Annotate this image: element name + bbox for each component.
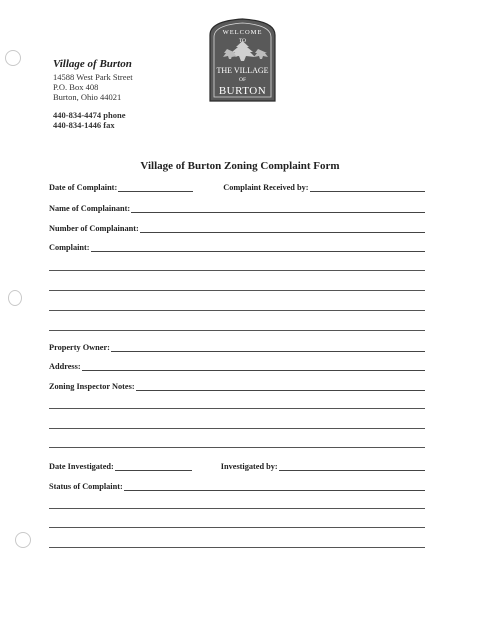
number-of-complainant-label: Number of Complainant: xyxy=(49,224,139,233)
complaint-label: Complaint: xyxy=(49,243,90,252)
complaint-blank-line[interactable] xyxy=(49,310,425,311)
number-of-complainant-row xyxy=(49,221,425,233)
status-of-complaint-field[interactable] xyxy=(124,489,425,491)
complaint-field[interactable] xyxy=(91,250,425,252)
date-of-complaint-field[interactable] xyxy=(118,190,193,192)
logo-the-village-text: THE VILLAGE xyxy=(216,66,269,75)
complaint-received-by-label: Complaint Received by: xyxy=(223,183,309,192)
status-of-complaint-row xyxy=(49,479,425,491)
logo-welcome-text: WELCOME xyxy=(222,29,263,36)
notes-blank-line[interactable] xyxy=(49,428,425,429)
date-of-complaint-label: Date of Complaint: xyxy=(49,183,118,192)
zoning-inspector-notes-field[interactable] xyxy=(136,389,425,391)
zoning-inspector-notes-label: Zoning Inspector Notes: xyxy=(49,382,135,391)
date-received-row xyxy=(49,180,425,192)
punch-hole-bottom xyxy=(15,532,31,548)
address-field[interactable] xyxy=(82,369,425,371)
investigated-by-label: Investigated by: xyxy=(220,462,278,471)
name-of-complainant-field[interactable] xyxy=(131,211,425,213)
logo-to-text: TO xyxy=(238,38,247,44)
logo-burton-text: BURTON xyxy=(218,85,267,97)
complaint-received-by-field[interactable] xyxy=(310,190,426,192)
address-row xyxy=(49,359,425,371)
address-line-1: 14588 West Park Street xyxy=(53,72,133,82)
complaint-blank-line[interactable] xyxy=(49,290,425,291)
org-name: Village of Burton xyxy=(53,58,132,70)
notes-blank-line[interactable] xyxy=(49,447,425,448)
status-of-complaint-label: Status of Complaint: xyxy=(49,482,123,491)
fax-number: 440-834-1446 fax xyxy=(53,120,115,130)
zoning-inspector-notes-row xyxy=(49,379,425,391)
address-line-2: P.O. Box 408 xyxy=(53,82,99,92)
investigated-by-field[interactable] xyxy=(279,469,425,471)
logo-of-text: OF xyxy=(238,77,247,83)
village-sign-logo xyxy=(205,17,280,105)
punch-hole-middle xyxy=(8,290,22,306)
number-of-complainant-field[interactable] xyxy=(140,231,425,233)
date-investigated-label: Date Investigated: xyxy=(49,462,114,471)
complaint-blank-line[interactable] xyxy=(49,330,425,331)
status-blank-line[interactable] xyxy=(49,547,425,548)
complaint-row xyxy=(49,240,425,252)
address-line-3: Burton, Ohio 44021 xyxy=(53,92,122,102)
status-blank-line[interactable] xyxy=(49,508,425,509)
notes-blank-line[interactable] xyxy=(49,408,425,409)
punch-hole-top xyxy=(5,50,21,66)
name-of-complainant-row xyxy=(49,201,425,213)
address-label: Address: xyxy=(49,362,81,371)
phone-number: 440-834-4474 phone xyxy=(53,110,126,120)
form-title: Village of Burton Zoning Complaint Form xyxy=(140,160,340,172)
property-owner-label: Property Owner: xyxy=(49,343,110,352)
status-blank-line[interactable] xyxy=(49,527,425,528)
date-investigated-field[interactable] xyxy=(115,469,192,471)
complaint-blank-line[interactable] xyxy=(49,270,425,271)
letterhead xyxy=(53,58,133,130)
property-owner-row xyxy=(49,340,425,352)
name-of-complainant-label: Name of Complainant: xyxy=(49,204,131,213)
property-owner-field[interactable] xyxy=(111,350,425,352)
contact-numbers xyxy=(53,110,133,130)
investigation-row xyxy=(49,459,425,471)
